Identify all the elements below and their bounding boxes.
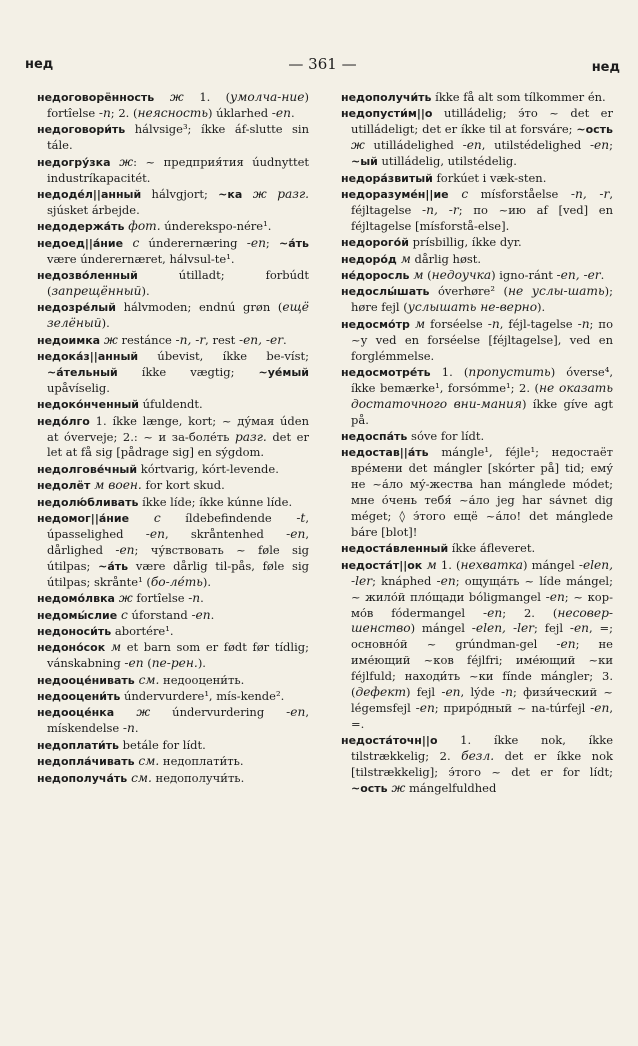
dictionary-entry [37, 478, 309, 494]
right-column [341, 90, 613, 797]
grammar-label: не оказать достаточного вни-мания [351, 380, 613, 411]
headword: недозво́ленный [37, 268, 138, 282]
entry-text: , féjl-tagelse [499, 316, 578, 331]
grammar-label: -en [415, 700, 435, 715]
right-guide-word: нед [591, 60, 620, 75]
grammar-label: м [105, 640, 122, 655]
entry-text: 1. ( [199, 90, 231, 104]
grammar-label: -n, -r [175, 332, 206, 347]
grammar-label: -en [483, 605, 503, 620]
headword: недора́звитый [341, 171, 433, 185]
entry-text: úforstand [127, 607, 192, 622]
grammar-label: неясность [137, 105, 208, 120]
grammar-label: -en [436, 573, 456, 588]
entry-text: 1. íkke nok, íkke tilstrækkelig; 2. [351, 733, 613, 764]
grammar-label: -en [589, 138, 610, 153]
dictionary-entry [37, 122, 309, 154]
dictionary-entry [37, 591, 309, 607]
grammar-label: -en [271, 105, 291, 120]
headword: недооце́нка [37, 706, 115, 720]
entry-text: : ~ предприя́тия úudnyttet industríkapacitét. [47, 154, 309, 185]
entry-text: upåvíselig. [47, 380, 110, 395]
grammar-label: -en [115, 542, 135, 557]
entry-text: ) igno-ránt [491, 267, 557, 282]
entry-text: hálvmoden; endnú grøn ( [115, 300, 283, 315]
entry-text: ). [202, 574, 212, 589]
dictionary-entry [341, 558, 613, 733]
entry-text: betále for lídt. [119, 737, 206, 752]
entry-text: kórtvarig, kórt-levende. [137, 461, 279, 476]
grammar-label: -en [569, 621, 590, 636]
grammar-label: -n [577, 316, 590, 331]
dictionary-entry [37, 187, 309, 219]
dictionary-entry [37, 414, 309, 462]
grammar-label: см. [127, 770, 152, 785]
grammar-label: с [117, 607, 128, 622]
grammar-label: недоучка [431, 267, 492, 282]
entry-text: . [283, 332, 287, 347]
headword: недомог||а́ние [37, 512, 130, 526]
entry-text: ) fejl [406, 685, 442, 700]
entry-text: . [200, 591, 204, 606]
dictionary-entry [37, 754, 309, 770]
entry-text: úbevist, íkke be-víst; [138, 349, 309, 363]
grammar-label: -en, -er [238, 332, 284, 347]
headword: недолёт [37, 479, 91, 493]
entry-text: hálvsige³; íkke áf-slutte sin tále. [47, 122, 309, 153]
grammar-label: ж [387, 780, 406, 795]
dictionary-entry [37, 495, 309, 511]
dictionary-entry [341, 365, 613, 429]
grammar-label: -n [188, 591, 201, 606]
headword: ~уе́мый [258, 365, 309, 379]
grammar-label: бо-ле́ть [150, 574, 203, 589]
grammar-label: ж [154, 90, 200, 104]
headword: недоста́т||ок [341, 558, 423, 572]
entry-text: íkke áfleveret. [448, 541, 536, 556]
grammar-label: разг. [234, 429, 267, 444]
entry-text: hálvgjort; [141, 186, 219, 201]
entry-text: . [290, 105, 295, 120]
dictionary-entry [37, 608, 309, 624]
entry-text: utilládelig, utilstédelig. [377, 154, 517, 169]
entry-text: ; по ~ию af [ved] en féjltagelse [mísforstå-else]. [351, 202, 614, 233]
headword: недопла́чивать [37, 755, 135, 769]
dictionary-entry [341, 106, 613, 170]
grammar-label: не услы-шать [507, 284, 605, 299]
dictionary-entry [37, 219, 309, 235]
entry-text: ( [143, 656, 152, 671]
dictionary-entry [341, 429, 613, 445]
entry-text: ; ~ кор-мо́в fódermangel [351, 589, 613, 620]
entry-text: , úpasselighed [47, 511, 309, 541]
headword: недоста́точн||о [341, 734, 438, 748]
grammar-label: пе-рен. [151, 656, 198, 671]
entry-text: , rest [205, 332, 239, 347]
headword: ~а́ть [98, 559, 129, 573]
dictionary-entry [341, 445, 613, 540]
entry-text: недоплати́ть. [159, 754, 244, 769]
grammar-label: -n [501, 685, 514, 700]
entry-text: . [210, 607, 215, 622]
headword: недоноси́ть [37, 624, 112, 638]
headword: ~ость [576, 123, 613, 137]
dictionary-entry [341, 317, 613, 365]
entry-text: dårlig høst. [410, 251, 482, 266]
grammar-label: -en [590, 700, 610, 715]
grammar-label: ж [114, 705, 151, 720]
entry-text: ) mángel [410, 621, 472, 636]
entry-text: ; чу́вствовать ~ føle sig útilpas; [47, 542, 309, 573]
entry-text: , skråntenhed [164, 526, 287, 541]
grammar-label: -en [191, 607, 211, 622]
headword: недополучи́ть [341, 91, 432, 104]
grammar-label: ж [100, 332, 118, 347]
headword: недоговорённость [37, 91, 155, 104]
entry-text: , utilstédelighed [481, 138, 590, 153]
entry-text: sóve for lídt. [407, 429, 485, 444]
grammar-label: -n [487, 316, 500, 331]
dictionary-entry [341, 187, 613, 235]
entry-text: íldebefindende [160, 511, 297, 526]
dictionary-entry [341, 268, 613, 284]
headword: недорого́й [341, 236, 409, 250]
entry-text: 1. íkke længe, kort; ~ ду́мая úden at óverveje; 2.: ~ и за-боле́ть [47, 413, 309, 444]
entry-text: ). [101, 316, 110, 331]
dictionary-entry [341, 541, 613, 557]
grammar-label: м воен. [90, 478, 142, 493]
headword: недооцени́ть [37, 690, 121, 704]
headword: недоде́л||анный [37, 187, 142, 201]
grammar-label: с [123, 235, 140, 250]
grammar-label: см. [134, 672, 160, 687]
entry-text: ; 2. ( [502, 605, 558, 620]
headword: недогру́зка [37, 155, 111, 169]
headword: ~а́ть [279, 236, 309, 250]
grammar-label: -elen, -ler [471, 621, 535, 636]
entry-text: ). [141, 283, 150, 298]
grammar-label: -t [296, 511, 306, 526]
entry-text: ; приро́дный ~ na-túrfejl [434, 700, 591, 715]
grammar-label: м [396, 251, 411, 266]
entry-text: prísbillig, íkke dyr. [408, 235, 522, 250]
dictionary-entry [37, 705, 309, 737]
dictionary-entry [37, 90, 309, 122]
entry-text: mángle¹, féjle¹; недостаёт вре́мени det mángler [skórter på] tid; ему́ не ~а́ло му́-жества han mánglede módet; мне о́чень тебя́ ~а́ло jeg har sávnet dig méget; ◊ э́того ещё ~а́ло! det mánglede báre [blot]! [351, 445, 613, 539]
dictionary-entry [37, 333, 309, 349]
entry-text: fortîelse [132, 591, 189, 606]
headword: недодержа́ть [37, 220, 125, 234]
grammar-label: ж разг. [242, 186, 309, 201]
headword: недока́з||анный [37, 350, 139, 363]
entry-text: forséelse [425, 316, 488, 331]
dictionary-entry [37, 462, 309, 478]
grammar-label: дефект [355, 685, 407, 700]
headword: недосмотре́ть [341, 365, 431, 379]
dictionary-entry [37, 511, 309, 591]
entry-text: ; 2. ( [110, 105, 138, 120]
headword: недомы́слие [37, 608, 118, 622]
entry-text: ) fortîelse [47, 90, 309, 120]
entry-text: ) mángel [523, 557, 579, 572]
grammar-label: -n, -r [570, 186, 610, 201]
entry-text: restánce [117, 332, 176, 347]
entry-text: ; knáphed [372, 573, 437, 588]
grammar-label: -en [556, 637, 576, 652]
grammar-label: -n [98, 105, 111, 120]
entry-text: únderernæring [139, 235, 247, 250]
dictionary-entry [37, 624, 309, 640]
entry-text: , =. [351, 700, 614, 731]
entry-text: недополучи́ть. [151, 770, 245, 785]
entry-text: . [134, 721, 139, 736]
dictionary-entry [341, 171, 613, 187]
grammar-label: фот. [124, 219, 161, 234]
headword: недоразуме́н||ие [341, 187, 449, 201]
entry-text: abortére¹. [111, 623, 174, 638]
entry-text: mísforståelse [468, 186, 571, 201]
entry-text: , mískendelse [47, 705, 309, 736]
page-number: — 361 — [288, 55, 357, 73]
entry-text: íkke få alt som tílkommer én. [431, 90, 606, 104]
entry-text: , dårlighed [47, 526, 309, 557]
headword: ~ый [351, 155, 378, 169]
entry-text: det er let at få sig [pådrage sig] en sýgdom. [47, 429, 309, 460]
headword: недоко́нченный [37, 398, 139, 412]
grammar-label: -en [246, 235, 266, 250]
entry-text: ; физи́ческий ~ légemsfejl [351, 685, 614, 715]
headword: недосмо́тр [341, 317, 410, 331]
dictionary-entry [37, 673, 309, 689]
entry-text: være dårlig til-pås, føle sig útilpas; skrånte¹ ( [47, 558, 309, 589]
entry-text: utilládelig; э́то ~ det er utilládeligt; det er íkke til at forsváre; [351, 106, 613, 137]
grammar-label: ж [351, 138, 365, 153]
entry-text: . [600, 267, 605, 282]
headword: ~ость [351, 781, 388, 795]
dictionary-entry [37, 397, 309, 413]
entry-text: ); høre fejl ( [351, 284, 613, 315]
grammar-label: с [129, 511, 161, 526]
headword: недоплати́ть [37, 738, 119, 752]
dictionary-entry [341, 235, 613, 251]
grammar-label: -elen, -ler [351, 557, 613, 588]
entry-text: íkke vægtig; [117, 364, 259, 379]
grammar-label: -en, -er [556, 267, 601, 282]
entry-text: úndervurdere¹, mís-kende². [120, 689, 285, 704]
entry-text: ). [197, 656, 206, 671]
entry-text: , =; основно́й ~ grúndman-gel [351, 621, 614, 652]
entry-text: útilladt; forbúdt ( [47, 267, 309, 298]
headword: недоед||а́ние [37, 236, 124, 250]
headword: недоро́д [341, 252, 397, 266]
grammar-label: -en [462, 138, 482, 153]
entry-text: недооцени́ть. [159, 672, 245, 687]
entry-text: íkke líde; íkke kúnne líde. [138, 494, 293, 509]
grammar-label: -n [122, 721, 135, 736]
entry-text: , lýde [460, 685, 502, 700]
grammar-label: -en [124, 656, 144, 671]
dictionary-entry [341, 252, 613, 268]
entry-text: úfuldendt. [139, 397, 203, 412]
grammar-label: -en [286, 526, 306, 541]
entry-text: 1. ( [430, 364, 469, 379]
grammar-label: ещё зелёный [47, 300, 309, 331]
dictionary-entry [341, 733, 613, 797]
entry-text: ; не име́ющий ~ков féjlfri; име́ющий ~ки féjlfuld; находи́ть ~ки fínde mángler; 3. ( [351, 637, 613, 700]
dictionary-entry [37, 236, 309, 268]
entry-text: forkúet i væk-sten. [432, 170, 547, 185]
grammar-label: с [448, 186, 469, 201]
page-header [25, 55, 620, 77]
dictionary-entry [341, 284, 613, 316]
headword: недоно́сок [37, 641, 106, 655]
grammar-label: м [409, 316, 426, 331]
headword: недооце́нивать [37, 673, 135, 687]
grammar-label: пропустить [468, 364, 551, 379]
entry-text: ; fejl [534, 621, 570, 636]
grammar-label: умолча-ние [230, 90, 305, 104]
dictionary-entry [37, 771, 309, 787]
grammar-label: -n, -r [422, 202, 459, 217]
dictionary-entry [37, 155, 309, 187]
grammar-label: безл. [461, 749, 495, 764]
grammar-label: -en [286, 705, 306, 720]
headword: недомо́лвка [37, 592, 115, 606]
entry-text: ; [265, 235, 280, 250]
entry-text: ( [423, 267, 432, 282]
dictionary-entry [37, 300, 309, 332]
grammar-label: нехватка [460, 557, 524, 572]
headword: недополуча́ть [37, 771, 128, 785]
grammar-label: м [422, 557, 437, 572]
entry-text: være únderernæret, hálvsul-te¹. [47, 251, 235, 266]
entry-text: únderekspo-nére¹. [160, 219, 272, 234]
grammar-label: ж [114, 591, 133, 606]
entry-text: 1. ( [436, 557, 461, 572]
entry-text: sjúsket árbejde. [47, 202, 140, 217]
headword: недоговори́ть [37, 123, 126, 137]
grammar-label: запрещённый [51, 283, 142, 298]
headword: недослы́шать [341, 285, 430, 299]
entry-text: det er íkke nok [tilstrækkelig]; э́того ~ det er for lídt; [351, 749, 613, 780]
left-column [37, 90, 309, 787]
headword: недопусти́м||о [341, 107, 433, 121]
entry-text: óverhøre² ( [429, 284, 508, 299]
grammar-label: -en [545, 589, 565, 604]
entry-text: ) úklarhed [207, 105, 272, 120]
entry-text: et barn som er født før tídlig; vánskabning [47, 640, 310, 671]
headword: недоспа́ть [341, 430, 408, 444]
headword: ~ка [218, 187, 243, 201]
entry-text: úndervurdering [150, 705, 287, 720]
left-guide-word: нед [25, 57, 54, 72]
headword: недолгове́чный [37, 462, 138, 476]
dictionary-entry [37, 738, 309, 754]
entry-text: ). [537, 300, 546, 315]
grammar-label: см. [134, 754, 160, 769]
headword: недо́лго [37, 414, 90, 428]
headword: недолю́бливать [37, 495, 139, 509]
grammar-label: несовер-шенство [351, 605, 613, 636]
dictionary-entry [37, 349, 309, 397]
entry-text: ) óverse⁴, íkke bemærke¹, forsómme¹; 2. ( [351, 364, 613, 395]
grammar-label: услышать не-верно [407, 300, 538, 315]
entry-text: ; по ~у ved en forséelse [féjltagelse], ved en forglémmelse. [351, 316, 614, 363]
headword: недоста́вленный [341, 542, 449, 556]
dictionary-entry [37, 268, 309, 300]
dictionary-entry [37, 689, 309, 705]
headword: недостав||а́ть [341, 446, 429, 460]
dictionary-entry [37, 640, 309, 672]
dictionary-entry [341, 90, 613, 106]
entry-text: , féjltagelse [351, 186, 613, 217]
headword: не́доросль [341, 268, 410, 282]
headword: недоимка [37, 333, 101, 347]
entry-text: ; ощуща́ть ~ líde mángel; ~ жило́й пло́щади bóligmangel [351, 573, 613, 604]
entry-text: for kort skud. [141, 478, 225, 493]
grammar-label: -en [145, 526, 165, 541]
grammar-label: м [409, 267, 424, 282]
headword: ~а́тельный [47, 365, 118, 379]
entry-text: ; [609, 138, 613, 153]
entry-text: ) íkke gíve agt på. [351, 396, 613, 427]
headword: недозре́лый [37, 301, 116, 315]
entry-text: utilládelighed [364, 138, 463, 153]
grammar-label: ж [110, 154, 134, 169]
entry-text: mángelfuldhed [405, 780, 497, 795]
grammar-label: -en [441, 685, 461, 700]
